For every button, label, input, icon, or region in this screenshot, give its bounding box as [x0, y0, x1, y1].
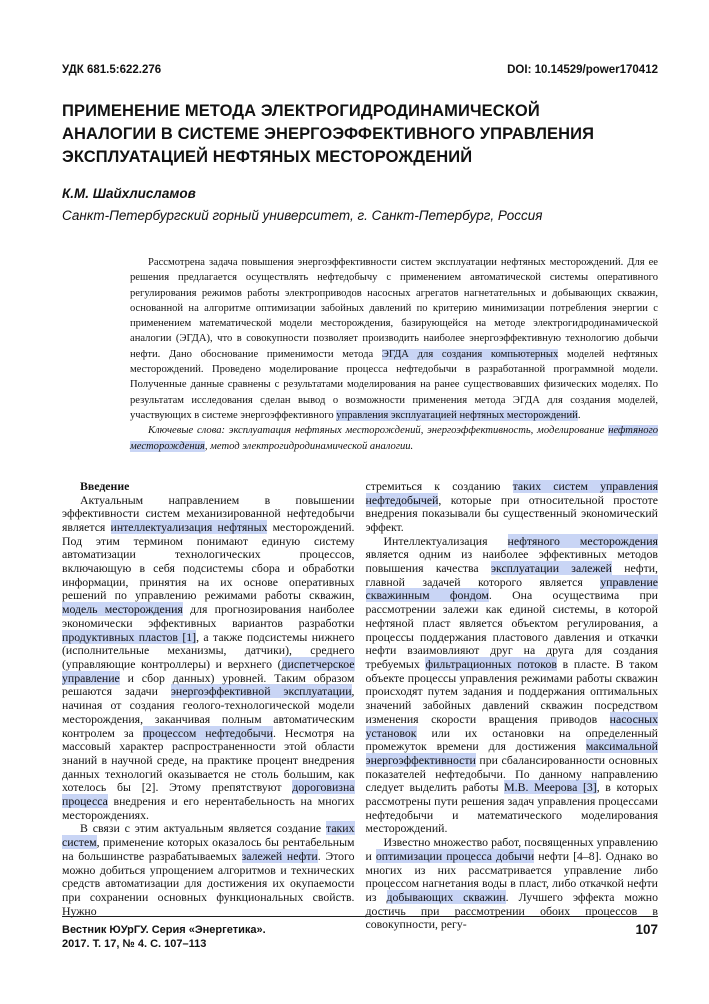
paragraph: Актуальным направлением в повышении эффективности систем механизированной нефтедобычи является интеллектуализация нефтяных месторождений. Под этим термином понимают единую систему автоматизации технологических процессов, включающую в себя подсистемы сбора и обработки информации, принятия на их основе оперативных решений по управлению режимами работы скважин, модель месторождения для прогнозирования наиболее экономически эффективных вариантов разработки продуктивных пластов [1], а также подсистемы нижнего (исполнительные механизмы, датчики), среднего (управляющие контроллеры) и верхнего (диспетчерское управление и сбор данных) уровней. Таким образом решаются задачи энергоэффективной эксплуатации, начиная от создания геолого-технологической модели месторождения, заканчивая полным автоматическим контролем за процессом нефтедобычи. Несмотря на массовый характер распространенности этой области знаний в научной среде, на практике процент внедрения данных технологий оказывается не столь большим, как хотелось бы [2]. Этому препятствуют дороговизна процесса внедрения и его нерентабельность на многих месторождениях.	[62, 492, 355, 822]
page-footer	[62, 916, 658, 951]
paper-title	[62, 100, 663, 169]
search-highlight: дороговизна процесса	[62, 780, 355, 809]
search-highlight: управления эксплуатацией нефтяных месторождений	[336, 409, 578, 421]
search-highlight: продуктивных пластов [1]	[62, 629, 197, 644]
section-heading-introduction: Введение	[80, 479, 130, 493]
paragraph: стремиться к созданию таких систем управления нефтедобычей, которые при относительной простоте внедрения показывали бы существенный экономический эффект.	[365, 479, 658, 534]
author-name: К.М. Шайхлисламов	[62, 186, 196, 201]
search-highlight: модель месторождения	[62, 602, 183, 617]
page-number: 107	[635, 922, 658, 937]
doi-code: DOI: 10.14529/power170412	[507, 64, 658, 76]
journal-reference-line2: 2017. Т. 17, № 4. С. 107–113	[62, 938, 207, 950]
search-highlight: управление скважинным фондом	[365, 574, 658, 603]
meta-row	[62, 64, 658, 77]
journal-reference	[62, 923, 266, 951]
search-highlight: энергоэффективной эксплуатации	[170, 684, 352, 699]
search-highlight: максимальной энергоэффективности	[365, 739, 658, 767]
search-highlight: таких систем управления нефтедобычей	[365, 479, 658, 507]
search-highlight: диспетчерское управление	[62, 657, 355, 685]
search-highlight: насосных установок	[365, 711, 658, 740]
search-highlight: таких систем	[62, 821, 355, 850]
search-highlight: процессом нефтедобычи	[142, 725, 273, 740]
body-columns	[62, 480, 658, 940]
search-highlight: оптимизации процесса добычи	[375, 848, 535, 863]
body-column-right	[366, 480, 659, 940]
abstract-block	[130, 255, 658, 454]
search-highlight: нефтяного месторождения	[507, 533, 658, 548]
paragraph: В связи с этим актуальным является создание таких систем, применение которых оказалось бы рентабельным на большинстве разрабатываемых залежей нефти. Этого можно добиться упрощением алгоритмов и технических средств автоматизации для достижения их окупаемости при сохранении основных функциональных свойств. Нужно	[62, 821, 355, 918]
abstract-text: Рассмотрена задача повышения энергоэффективности систем эксплуатации нефтяных месторождений. Для ее решения предлагается осуществлять нефтедобычу с применением автоматической системы оперативного регулирования режимов работы электроприводов насосных агрегатов нагнетательных и добывающих скважин, основанной на алгоритме оптимизации забойных давлений по критерию минимизации потребления энергии с применением математической модели месторождения, базирующейся на методе электрогидродинамической аналогии (ЭГДА), что в совокупности позволяет производить наиболее энергоэффективную технологию добычи нефти. Дано обоснование применимости метода ЭГДА для создания компьютерных моделей нефтяных месторождений. Проведено моделирование процесса нефтедобычи в разработанной программной модели. Полученные данные сравнены с результатами моделирования на ранее существовавших физических моделях. По результатам исследования сделан вывод о возможности применения метода ЭГДА для создания моделей, участвующих в системе энергоэффективного управления эксплуатацией нефтяных месторождений.	[130, 257, 658, 421]
search-highlight: добывающих скважин	[386, 889, 506, 904]
title-line: ЭКСПЛУАТАЦИЕЙ НЕФТЯНЫХ МЕСТОРОЖДЕНИЙ	[62, 148, 473, 166]
journal-reference-line1: Вестник ЮУрГУ. Серия «Энергетика».	[62, 924, 266, 936]
search-highlight: ЭГДА для создания компьютерных	[381, 348, 559, 360]
author-affiliation: Санкт-Петербургский горный университет, г. Санкт-Петербург, Россия	[62, 208, 543, 223]
title-line: ПРИМЕНЕНИЕ МЕТОДА ЭЛЕКТРОГИДРОДИНАМИЧЕСКОЙ	[62, 102, 540, 120]
title-line: АНАЛОГИИ В СИСТЕМЕ ЭНЕРГОЭФФЕКТИВНОГО УПРАВЛЕНИЯ	[62, 125, 595, 143]
search-highlight: залежей нефти	[241, 848, 318, 863]
search-highlight: М.В. Меерова [3]	[504, 780, 597, 795]
search-highlight: фильтрационных потоков	[425, 657, 557, 671]
search-highlight: эксплуатации залежей	[490, 561, 612, 576]
keywords: Ключевые слова: эксплуатация нефтяных месторождений, энергоэффективность, моделирование нефтяного месторождения, метод электрогидродинамической аналогии.	[130, 425, 658, 452]
paragraph: Известно множество работ, посвященных управлению и оптимизации процесса добычи нефти [4–8]. Однако во многих из них рассматривается управление либо процессом нагнетания воды в пласт, либо откачкой нефти из добывающих скважин. Лучшего эффекта можно достичь при рассмотрении обоих процессов в совокупности, регу-	[365, 835, 658, 932]
search-highlight: нефтяного месторождения	[130, 425, 658, 452]
udc-code: УДК 681.5:622.276	[62, 64, 162, 76]
search-highlight: интеллектуализация нефтяных	[110, 519, 268, 534]
paragraph: Интеллектуализация нефтяного месторождения является одним из наиболее эффективных методов повышения качества эксплуатации залежей нефти, главной задачей которого является управление скважинным фондом. Она осуществима при рассмотрении залежи как единой системы, в которой нефтяной пласт является объектом регулирования, а процессы поддержания пластового давления и откачки нефти взаимовлияют друг на друга для создания требуемых фильтрационных потоков в пласте. В таком объекте процессы управления режимами работы скважин происходят путем задания и поддержания оптимальных значений забойных давлений скважин посредством изменения скорости вращения приводов насосных установок или их остановки на определенный промежуток времени для достижения максимальной энергоэффективности при сбалансированности основных показателей нефтедобычи. По данному направлению следует выделить работы М.В. Меерова [3], в которых рассмотрены пути решения задач управления процессами нефтедобычи и математического моделирования месторождений.	[365, 533, 658, 836]
body-column-left	[62, 480, 355, 940]
